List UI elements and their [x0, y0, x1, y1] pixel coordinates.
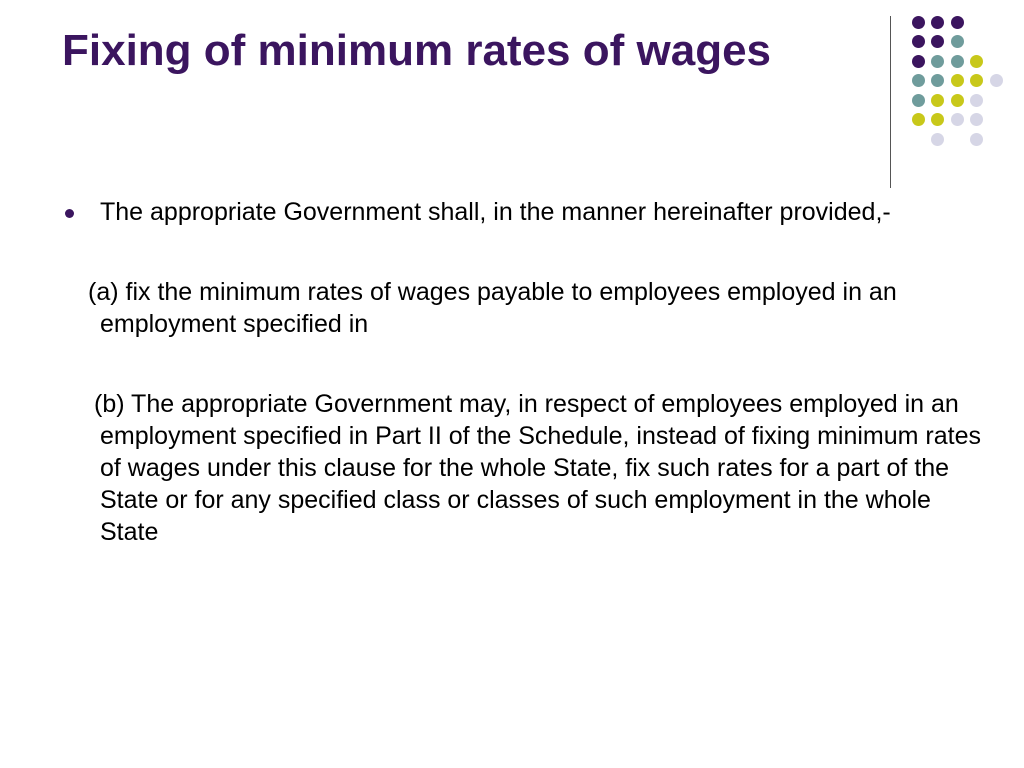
decorative-dot-teal	[931, 74, 944, 87]
bullet-text: The appropriate Government shall, in the manner hereinafter provided,-	[100, 198, 891, 226]
bullet-dot-icon	[65, 209, 74, 218]
decorative-dot-yellow	[912, 113, 925, 126]
decorative-dot-yellow	[951, 74, 964, 87]
decorative-dot-lavender	[951, 113, 964, 126]
decorative-dot-yellow	[970, 74, 983, 87]
clause-b-text: (b) The appropriate Government may, in respect of employees employed in an employment specified in Part II of the Schedule, instead of fixing minimum rates of wages under this clause for the whole State, fix such rates for a part of the State or for any specified class or classes of such employment in the whole State	[94, 390, 981, 546]
decorative-dot-teal	[951, 55, 964, 68]
decorative-dot-lavender	[970, 113, 983, 126]
decorative-dot-purple	[931, 16, 944, 29]
slide-body	[62, 196, 982, 548]
decorative-dot-purple	[912, 16, 925, 29]
decorative-dot-teal	[912, 74, 925, 87]
decorative-dot-yellow	[931, 113, 944, 126]
bullet-item	[62, 196, 982, 228]
decorative-dot-yellow	[970, 55, 983, 68]
decorative-dot-lavender	[970, 133, 983, 146]
clause-a-text: (a) fix the minimum rates of wages payable to employees employed in an employment specified in	[88, 278, 897, 338]
slide-title: Fixing of minimum rates of wages	[62, 26, 772, 75]
decorative-dot-yellow	[931, 94, 944, 107]
decorative-dot-purple	[912, 55, 925, 68]
decorative-dot-lavender	[970, 94, 983, 107]
decorative-dot-purple	[912, 35, 925, 48]
decorative-dot-purple	[951, 16, 964, 29]
decorative-dot-teal	[951, 35, 964, 48]
decorative-dot-teal	[912, 94, 925, 107]
decorative-dot-teal	[931, 55, 944, 68]
decorative-dot-lavender	[931, 133, 944, 146]
decorative-dot-yellow	[951, 94, 964, 107]
decorative-dot-lavender	[990, 74, 1003, 87]
decorative-dot-purple	[931, 35, 944, 48]
title-divider-line	[890, 16, 891, 188]
